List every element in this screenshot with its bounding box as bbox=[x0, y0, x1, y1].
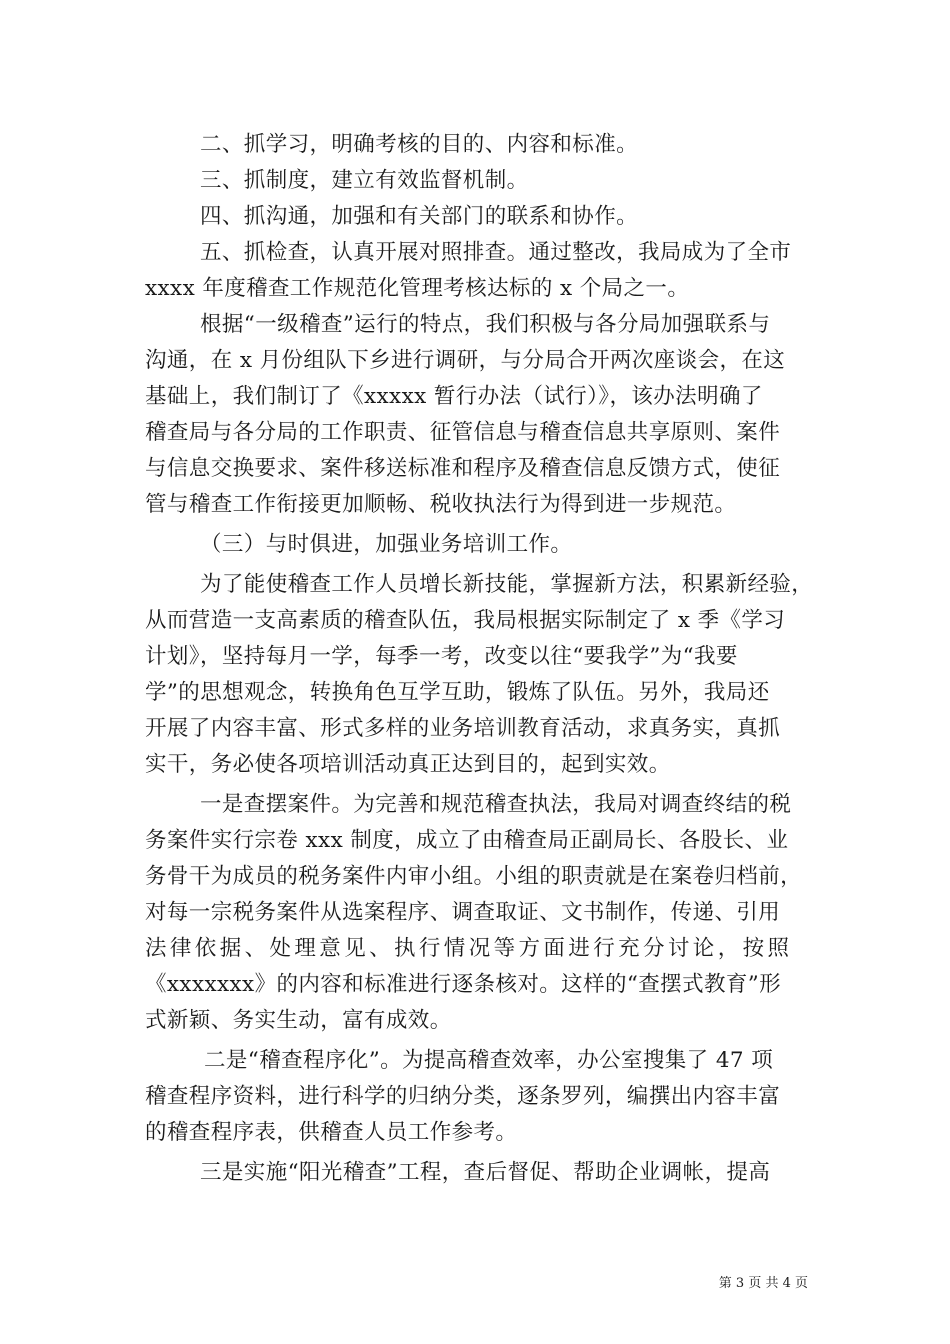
text-line: 开展了内容丰富、形式多样的业务培训教育活动，求真务实，真抓 bbox=[145, 716, 781, 741]
text-line: 三是实施“阳光稽查”工程，查后督促、帮助企业调帐，提高 bbox=[200, 1160, 771, 1185]
text-line: 务骨干为成员的税务案件内审小组。小组的职责就是在案卷归档前， bbox=[145, 864, 803, 889]
text-line: 从而营造一支高素质的稽查队伍，我局根据实际制定了 x 季《学习 bbox=[145, 608, 786, 633]
text-line: 计划》，坚持每月一学，每季一考，改变以往“要我学”为“我要 bbox=[145, 644, 738, 669]
text-line: xxxx 年度稽查工作规范化管理考核达标的 x 个局之一。 bbox=[145, 276, 690, 301]
section-heading: （三）与时俱进，加强业务培训工作。 bbox=[200, 532, 573, 557]
text-line: 对每一宗税务案件从选案程序、调查取证、文书制作，传递、引用 bbox=[145, 900, 781, 925]
text-line: 务案件实行宗卷 xxx 制度，成立了由稽查局正副局长、各股长、业 bbox=[145, 828, 789, 853]
text-line: 基础上，我们制订了《xxxxx 暂行办法（试行）》，该办法明确了 bbox=[145, 384, 763, 409]
text-line: 四、抓沟通，加强和有关部门的联系和协作。 bbox=[200, 204, 639, 229]
text-line: 与信息交换要求、案件移送标准和程序及稽查信息反馈方式，使征 bbox=[145, 456, 781, 481]
text-line: 根据“一级稽查”运行的特点，我们积极与各分局加强联系与 bbox=[200, 312, 771, 337]
text-line: 法律依据、处理意见、执行情况等方面进行充分讨论，按照 bbox=[145, 936, 793, 961]
text-line: 沟通，在 x 月份组队下乡进行调研，与分局合开两次座谈会，在这 bbox=[145, 348, 786, 373]
text-line: 三、抓制度，建立有效监督机制。 bbox=[200, 168, 529, 193]
text-line: 学”的思想观念，转换角色互学互助，锻炼了队伍。另外，我局还 bbox=[145, 680, 770, 705]
text-line: 管与稽查工作衔接更加顺畅、税收执法行为得到进一步规范。 bbox=[145, 492, 737, 517]
text-line: 为了能使稽查工作人员增长新技能，掌握新方法，积累新经验， bbox=[200, 572, 814, 597]
text-line: 《xxxxxxx》的内容和标准进行逐条核对。这样的“查摆式教育”形 bbox=[145, 972, 782, 997]
text-line: 式新颖、务实生动，富有成效。 bbox=[145, 1008, 452, 1033]
page-indicator: 第 3 页 共 4 页 bbox=[718, 1276, 808, 1291]
text-line: 五、抓检查，认真开展对照排查。通过整改，我局成为了全市 bbox=[200, 240, 792, 265]
text-line: 稽查局与各分局的工作职责、征管信息与稽查信息共享原则、案件 bbox=[145, 420, 781, 445]
text-line: 的稽查程序表，供稽查人员工作参考。 bbox=[145, 1120, 518, 1145]
text-line: 一是查摆案件。为完善和规范稽查执法，我局对调查终结的税 bbox=[200, 792, 792, 817]
text-line: 实干，务必使各项培训活动真正达到目的，起到实效。 bbox=[145, 752, 671, 777]
text-line: 稽查程序资料，进行科学的归纳分类，逐条罗列，编撰出内容丰富 bbox=[145, 1084, 781, 1109]
text-line: 二是“稽查程序化”。为提高稽查效率，办公室搜集了 47 项 bbox=[204, 1048, 774, 1073]
text-line: 二、抓学习，明确考核的目的、内容和标准。 bbox=[200, 132, 639, 157]
